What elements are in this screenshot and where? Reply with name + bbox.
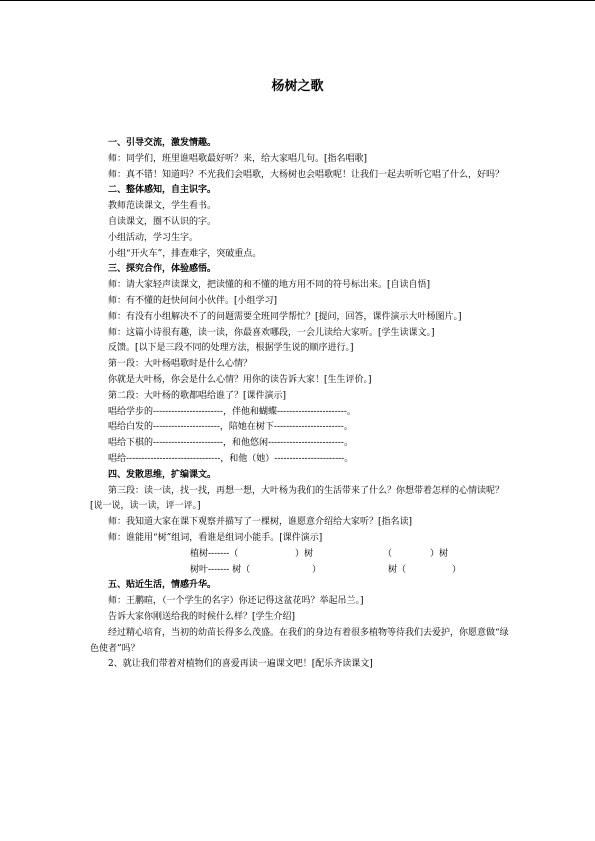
paragraph: 你就是大叶杨，你会是什么心情？用你的读告诉大家！[生生评价。] (108, 374, 372, 385)
exercise-text: 树叶------- 树（ (190, 564, 251, 575)
word-exercise-row (90, 563, 510, 579)
paragraph: 反馈。[以下是三段不同的处理方法，根据学生说的顺序进行。] (108, 343, 354, 354)
paragraph: 师：这篇小诗很有趣，读一读，你最喜欢哪段，一会儿读给大家听。[学生读课文。] (108, 327, 435, 338)
section-heading: 三、探究合作，体验感悟。 (108, 264, 217, 275)
exercise-text: ） (452, 564, 462, 575)
paragraph: 师：谁能用“树”组词，看谁是组词小能手。[课件演示] (108, 532, 323, 543)
exercise-text: ） (312, 564, 322, 575)
section-heading: 二、整体感知，自主识字。 (108, 185, 217, 196)
top-rule (0, 0, 595, 1)
paragraph: 师：王鹏暄，（一个学生的名字）你还记得这盆花吗？举起吊兰。] (108, 596, 364, 607)
paragraph: 2、就让我们带着对植物们的喜爱再读一遍课文吧！[配乐齐读课文] (108, 659, 373, 670)
section-heading: 一、引导交流，激发情趣。 (108, 138, 217, 148)
paragraph: 第三段：读一读，找一找，再想一想，大叶杨为我们的生活带来了什么？你想带着怎样的心情读呢？[说一说，读一读，评一评。] (90, 485, 505, 512)
paragraph: 小组活动，学习生字。 (108, 232, 199, 243)
paragraph: 师：真不错！知道吗？不光我们会唱歌，大杨树也会唱歌呢！让我们一起去听听它唱了什么，好吗？ (108, 169, 505, 180)
exercise-text: ）树 (430, 548, 449, 559)
fill-blank-line: 唱给白发的----------------------，陪她在树下-----------------------。 (108, 422, 353, 433)
paragraph: 第二段：大叶杨的歌都唱给谁了？[课件演示] (108, 390, 287, 401)
exercise-text: ）树 (295, 548, 314, 559)
section-heading: 五、贴近生活，情感升华。 (108, 580, 217, 591)
paragraph: 师：同学们，班里谁唱歌最好听？来，给大家唱几句。[指名唱歌] (108, 153, 368, 164)
fill-blank-line: 唱给学步的-----------------------，伴他和蝴蝶-----------------------。 (108, 406, 356, 417)
word-exercise-row (90, 547, 510, 563)
lesson-body (90, 136, 510, 673)
paragraph: 师：请大家轻声读课文，把读懂的和不懂的地方用不同的符号标出来。[自读自悟] (108, 280, 431, 291)
paragraph: 师：我知道大家在课下观察并描写了一棵树，谁愿意介绍给大家听？[指名读] (108, 517, 413, 528)
paragraph: 经过精心培育，当初的幼苗长得多么茂盛。在我们的身边有着很多植物等待我们去爱护，你愿意做“绿色使者”吗？ (90, 627, 509, 654)
paragraph: 师：有没有小组解决不了的问题需要全班同学帮忙？[提问，回答，课件演示大叶杨图片。] (108, 311, 462, 322)
paragraph: 自读课文，圈不认识的字。 (108, 216, 217, 227)
document-title: 杨树之歌 (271, 79, 324, 94)
section-heading: 四、发散思维，扩编课文。 (108, 469, 217, 480)
paragraph: 告诉大家你刚送给我的时候什么样？[学生介绍] (108, 611, 296, 622)
exercise-text: 植树-------（ (190, 548, 239, 559)
paragraph: 教师范读课文，学生看书。 (108, 201, 217, 212)
paragraph: 小组“开火车”，排查难字，突破重点。 (108, 248, 262, 259)
exercise-text: 树（ (388, 564, 407, 575)
paragraph: 师：有不懂的赶快问问小伙伴。[小组学习] (108, 295, 278, 306)
fill-blank-line: 唱给-------------------------------，和他（她）-----------------------。 (108, 453, 354, 464)
exercise-text: （ (383, 548, 393, 559)
fill-blank-line: 唱给下棋的-----------------------，和他悠闲-------------------------。 (108, 438, 353, 449)
paragraph: 第一段：大叶杨唱歌时是什么心情？ (108, 359, 253, 370)
